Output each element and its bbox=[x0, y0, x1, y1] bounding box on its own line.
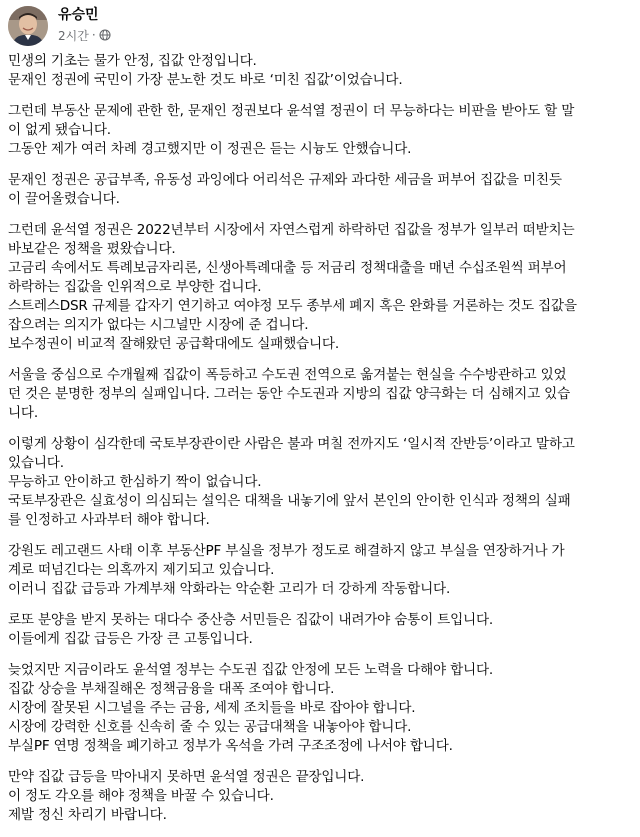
globe-icon[interactable] bbox=[99, 29, 111, 41]
post-text-line: 이 끌어올렸습니다. bbox=[8, 191, 120, 207]
post-timestamp[interactable]: 2시간 bbox=[58, 28, 89, 43]
post-paragraph bbox=[8, 661, 634, 756]
post-text-line: 던 것은 분명한 정부의 실패입니다. 그러는 동안 수도권과 지방의 집값 양극화는 더 심해지고 있습 bbox=[8, 386, 571, 402]
post-paragraph bbox=[8, 171, 634, 209]
post-text-line: 민생의 기초는 물가 안정, 집값 안정입니다. bbox=[8, 53, 257, 69]
post-paragraph bbox=[8, 102, 634, 159]
post-paragraph bbox=[8, 221, 634, 354]
post-paragraph bbox=[8, 435, 634, 530]
meta-separator: · bbox=[91, 28, 96, 42]
post-text-line: 그런데 부동산 문제에 관한 한, 문재인 정권보다 윤석열 정권이 더 무능하다는 비판을 받아도 할 말 bbox=[8, 103, 575, 119]
author-name[interactable]: 유승민 bbox=[58, 7, 99, 23]
post-text-line: 국토부장관은 실효성이 의심되는 설익은 대책을 내놓기에 앞서 본인의 안이한 인식과 정책의 실패 bbox=[8, 493, 571, 509]
post-text-line: 보수정권이 비교적 잘해왔던 공급확대에도 실패했습니다. bbox=[8, 336, 339, 352]
post-text-line: 그런데 윤석열 정권은 2022년부터 시장에서 자연스럽게 하락하던 집값을 정부가 일부러 떠받치는 bbox=[8, 222, 575, 238]
post-text-line: 늦었지만 지금이라도 윤석열 정부는 수도권 집값 안정에 모든 노력을 다해야 합니다. bbox=[8, 662, 494, 678]
post-text-line: 고금리 속에서도 특례보금자리론, 신생아특례대출 등 저금리 정책대출을 매년 수십조원씩 퍼부어 bbox=[8, 260, 567, 276]
post-text-line: 로또 분양을 받지 못하는 대다수 중산층 서민들은 집값이 내려가야 숨통이 트입니다. bbox=[8, 612, 494, 628]
post-paragraph bbox=[8, 611, 634, 649]
post-text-line: 부실PF 연명 정책을 폐기하고 정부가 옥석을 가려 구조조정에 나서야 합니다. bbox=[8, 738, 453, 754]
post-text-line: 니다. bbox=[8, 405, 38, 421]
post-text-line: 이러니 집값 급등과 가계부채 악화라는 악순환 고리가 더 강하게 작동합니다. bbox=[8, 581, 451, 597]
post-paragraph bbox=[8, 542, 634, 599]
post-text-line: 있습니다. bbox=[8, 455, 64, 471]
post-text-line: 하락하는 집값을 인위적으로 부양한 겁니다. bbox=[8, 279, 262, 295]
post-meta bbox=[58, 27, 111, 43]
post-text-line: 집값 상승을 부채질해온 정책금융을 대폭 조여야 합니다. bbox=[8, 681, 335, 697]
post-text-line: 그동안 제가 여러 차례 경고했지만 이 정권은 듣는 시늉도 안했습니다. bbox=[8, 141, 412, 157]
post-text-line: 스트레스DSR 규제를 갑자기 연기하고 여야정 모두 종부세 폐지 혹은 완화를 거론하는 것도 집값을 bbox=[8, 298, 577, 314]
post-text-line: 시장에 강력한 신호를 신속히 줄 수 있는 공급대책을 내놓아야 합니다. bbox=[8, 719, 412, 735]
post-text-line: 바보같은 정책을 폈왔습니다. bbox=[8, 241, 176, 257]
post-text-line: 이 없게 됐습니다. bbox=[8, 122, 111, 138]
post-paragraph bbox=[8, 52, 634, 90]
post-paragraph bbox=[8, 366, 634, 423]
post-text-line: 이렇게 상황이 심각한데 국토부장관이란 사람은 불과 며칠 전까지도 ‘일시적 잔반등’이라고 말하고 bbox=[8, 436, 575, 452]
post-text-line: 를 인정하고 사과부터 해야 합니다. bbox=[8, 512, 210, 528]
post-text-line: 만약 집값 급등을 막아내지 못하면 윤석열 정권은 끝장입니다. bbox=[8, 769, 365, 785]
post-text-line: 잡으려는 의지가 없다는 시그널만 시장에 준 겁니다. bbox=[8, 317, 309, 333]
post-paragraph bbox=[8, 768, 634, 825]
post-header bbox=[0, 0, 640, 52]
post-text-line: 무능하고 안이하고 한심하기 짝이 없습니다. bbox=[8, 474, 262, 490]
author-avatar[interactable] bbox=[8, 6, 48, 46]
post-text-line: 이들에게 집값 급등은 가장 큰 고통입니다. bbox=[8, 631, 253, 647]
post-text-line: 시장에 잘못된 시그널을 주는 금융, 세제 조치들을 바로 잡아야 합니다. bbox=[8, 700, 416, 716]
post-body bbox=[8, 52, 634, 837]
post-text-line: 문재인 정권에 국민이 가장 분노한 것도 바로 ‘미친 집값’이었습니다. bbox=[8, 72, 403, 88]
post-text-line: 강원도 레고랜드 사태 이후 부동산PF 부실을 정부가 정도로 해결하지 않고 부실을 연장하거나 가 bbox=[8, 543, 565, 559]
post-text-line: 이 정도 각오를 해야 정책을 바꿀 수 있습니다. bbox=[8, 788, 274, 804]
post-text-line: 계로 떠넘긴다는 의혹까지 제기되고 있습니다. bbox=[8, 562, 275, 578]
avatar-portrait-icon bbox=[8, 6, 48, 46]
post-text-line: 서울을 중심으로 수개월째 집값이 폭등하고 수도권 전역으로 옮겨붙는 현실을 수수방관하고 있었 bbox=[8, 367, 567, 383]
post-text-line: 제발 정신 차리기 바랍니다. bbox=[8, 807, 167, 823]
post-text-line: 문재인 정권은 공급부족, 유동성 과잉에다 어리석은 규제와 과다한 세금을 퍼부어 집값을 미친듯 bbox=[8, 172, 562, 188]
